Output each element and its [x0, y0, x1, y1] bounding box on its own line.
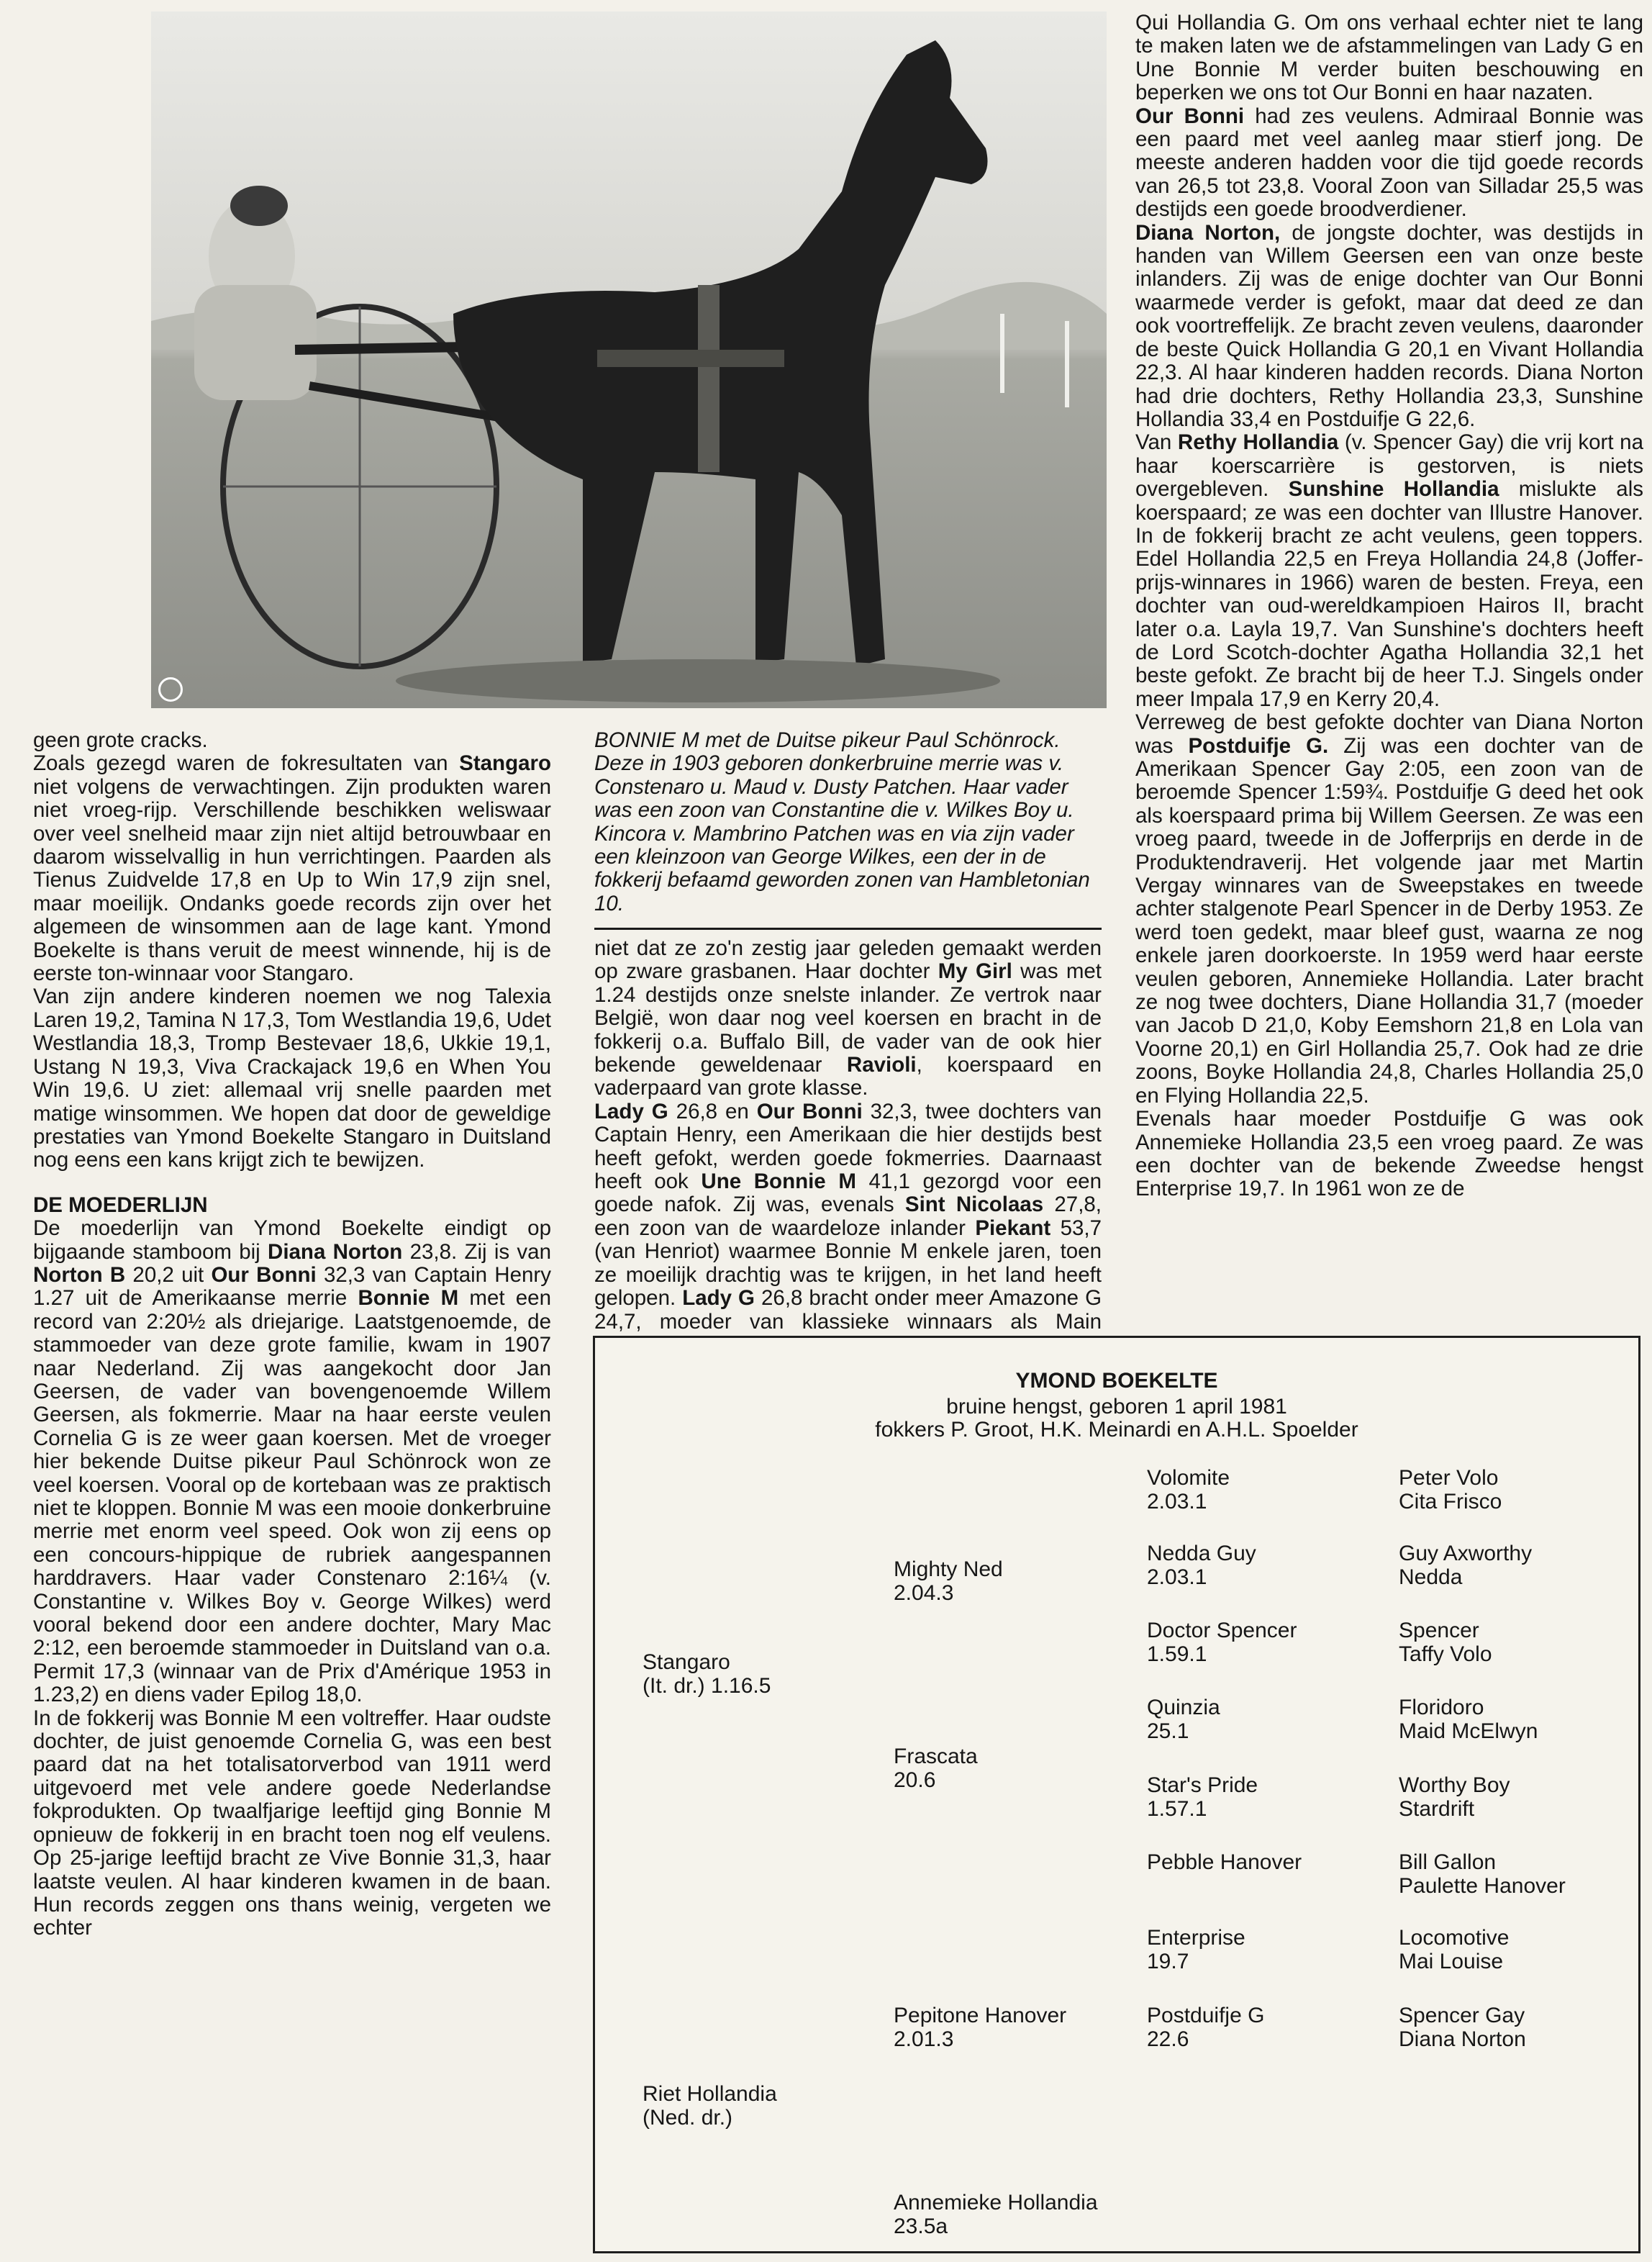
- paragraph: Lady G 26,8 en Our Bonni 32,3, twee dochters van Captain Henry, een Amerikaan die hier destijds best heeft gefokt, werden goede fokmerries. Daarnaast heeft ook Une Bonnie M 41,1 gezorgd voor een goede nafok. Zij was, evenals Sint Nicolaas 27,8, een zoon van de waardeloze inlander Piekant 53,7 (van Henriot) waarmee Bonnie M enkele jaren, toen ze moeilijk drachtig was te krijgen, in het land heeft gelopen. Lady G 26,8 bracht onder meer Amazone G 24,7, moeder van klassieke winnaars als Main: [594, 1099, 1102, 1334]
- paragraph: Our Bonni had zes veulens. Admiraal Bonnie was een paard met veel aanleg maar stierf jong. De meeste anderen hadden voor die tijd goede records van 26,5 tot 23,8. Vooral Zoon van Silladar 25,5 was destijds een goede broodverdiener.: [1135, 104, 1643, 222]
- pedigree-gen4: Worthy Boy Stardrift: [1399, 1773, 1510, 1821]
- pedigree-gen3: Quinzia 25.1: [1147, 1696, 1220, 1743]
- pedigree-title: YMOND BOEKELTE: [1015, 1369, 1218, 1393]
- paragraph: De moederlijn van Ymond Boekelte eindigt op bijgaande stamboom bij Diana Norton 23,8. Zij is van Norton B 20,2 uit Our Bonni 32,3 van Captain Henry 1.27 uit de Amerikaanse merrie Bonnie M met een record van 2:20½ als driejarige. Laatstgenoemde, de stammoeder van deze grote familie, kwam in 1907 naar Nederland. Zij was aangekocht door Jan Geersen, de vader van bovengenoemde Willem Geersen, als fokmerrie. Maar na haar eerste veulen Cornelia G is ze weer gaan koersen. Met de vroeger hier bekende Duitse pikeur Paul Schönrock won ze veel koersen. Vooral op de kortebaan was ze praktisch niet te kloppen. Bonnie M was een mooie donkerbruine merrie met enorm veel speed. Ook won zij eens op een concours-hippique de rubriek aangespannen harddravers. Haar vader Constenaro 2:16¼ (v. Constantine v. Wilkes Boy v. George Wilkes) werd vooral bekend door een andere dochter, Mary Mac 2:12, een beroemde stammoeder in Duitsland van o.a. Permit 17,3 (winnaar van de Prix d'Amérique 1953 in 1.23,2) en diens vader Epilog 18,0.: [33, 1216, 551, 1707]
- right-column: [1135, 12, 1643, 1201]
- pedigree-gen4: Spencer Taffy Volo: [1399, 1619, 1492, 1666]
- pedigree-gen3: Volomite 2.03.1: [1147, 1466, 1230, 1514]
- pedigree-gen2: Frascata 20.6: [894, 1745, 978, 1792]
- left-column: [33, 729, 551, 1940]
- pedigree-gen2: Mighty Ned 2.04.3: [894, 1557, 1003, 1605]
- horse-photo-drawing: [151, 12, 1107, 708]
- pedigree-box: [593, 1336, 1640, 2253]
- pedigree-gen3: Nedda Guy 2.03.1: [1147, 1542, 1256, 1589]
- pedigree-gen2: Annemieke Hollandia 23.5a: [894, 2191, 1098, 2238]
- paragraph: Verreweg de best gefokte dochter van Diana Norton was Postduifje G. Zij was een dochter van de Amerikaan Spencer Gay 2:05, een zoon van de beroemde Spencer 1:59¾. Postduifje G deed het ook als koerspaard prima bij Willem Geersen. Ze was een vroeg paard, tweede in de Jofferprijs en derde in de Produktendraverij. Het volgende jaar met Martin Vergay winnares van de Sweepstakes en tweede achter stalgenote Pearl Spencer in de Derby 1953. Ze werd toen gedekt, maar bleef gust, waarna ze nog enkele jaren doorkoerste. In 1959 werd haar eerste veulen geboren, Annemieke Hollandia. Later bracht ze nog twee dochters, Diane Hollandia 31,7 (moeder van Jacob D 21,0, Koby Eemshorn 21,8 en Lola van Voorne 20,1) en Girl Hollandia 25,7. Ook had ze drie zoons, Boyke Hollandia 24,8, Charles Hollandia 25,0 en Flying Hollandia 22,5.: [1135, 710, 1643, 1108]
- paragraph: geen grote cracks.: [33, 728, 208, 752]
- paragraph: Evenals haar moeder Postduifje G was ook Annemieke Hollandia 23,5 een vroeg paard. Ze was een dochter van de bekende Zweedse hengst Enterprise 19,7. In 1961 won ze de: [1135, 1107, 1643, 1201]
- pedigree-gen4: Bill Gallon Paulette Hanover: [1399, 1850, 1566, 1898]
- pedigree-sire: Stangaro (It. dr.) 1.16.5: [643, 1650, 771, 1698]
- pedigree-dam: Riet Hollandia (Ned. dr.): [643, 2082, 777, 2130]
- paragraph: Van zijn andere kinderen noemen we nog Talexia Laren 19,2, Tamina N 17,3, Tom Westlandia 19,6, Udet Westlandia 18,3, Tromp Bestevaer 18,6, Ukkie 19,1, Ustang N 19,3, Viva Crackajack 19,6 en When You Win 19,6. U ziet: allemaal vrij snelle paarden met matige winsommen. We hopen dat door de geweldige prestaties van Ymond Boekelte Stangaro in Duitsland nog eens een kans krijgt zich te bewijzen.: [33, 985, 551, 1172]
- pedigree-gen4: Locomotive Mai Louise: [1399, 1926, 1510, 1973]
- paragraph: Diana Norton, de jongste dochter, was destijds in handen van Willem Geersen een van onze beste inlanders. Zij was de enige dochter van Our Bonni waarmede verder is gefokt, maar dat deed ze dan ook voortreffelijk. Ze bracht zeven veulens, daaronder de beste Quick Hollandia G 20,1 en Vivant Hollandia 22,3. Al haar kinderen hadden records. Diana Norton had drie dochters, Rethy Hollandia 23,3, Sunshine Hollandia 33,4 en Postduifje G 22,6.: [1135, 220, 1643, 431]
- pedigree-gen4: Guy Axworthy Nedda: [1399, 1542, 1533, 1589]
- pedigree-gen4: Peter Volo Cita Frisco: [1399, 1466, 1502, 1514]
- pedigree-gen2: Pepitone Hanover 2.01.3: [894, 2004, 1067, 2051]
- section-heading: DE MOEDERLIJN: [33, 1193, 208, 1217]
- pedigree-gen3: Enterprise 19.7: [1147, 1926, 1245, 1973]
- pedigree-gen4: Spencer Gay Diana Norton: [1399, 2004, 1526, 2051]
- middle-column: [594, 937, 1102, 1357]
- paragraph: In de fokkerij was Bonnie M een voltreffer. Haar oudste dochter, de juist genoemde Cornelia G, was een best paard dat na het totalisatorverbod van 1911 werd uitgevoerd met vele andere goede Nederlandse fokprodukten. Op twaalfjarige leeftijd ging Bonnie M opnieuw de fokkerij in en bracht toen nog elf veulens. Op 25-jarige leeftijd bracht ze Vive Bonnie 31,3, haar laatste veulen. Al haar kinderen kwamen in de baan. Hun records zeggen ons thans weinig, vergeten we echter: [33, 1706, 551, 1940]
- divider: [594, 928, 1102, 930]
- pedigree-breeders: fokkers P. Groot, H.K. Meinardi en A.H.L. Spoelder: [875, 1418, 1358, 1442]
- pedigree-gen4: Floridoro Maid McElwyn: [1399, 1696, 1538, 1743]
- pedigree-gen3: Doctor Spencer 1.59.1: [1147, 1619, 1297, 1666]
- paragraph: Zoals gezegd waren de fokresultaten van Stangaro niet volgens de verwachtingen. Zijn produkten waren niet vroeg-rijp. Verschillende beschikken weliswaar over veel snelheid maar zijn niet altijd betrouwbaar en daarom wisselvallig in hun verrichtingen. Paarden als Tienus Zuidvelde 17,8 en Up to Win 17,9 zijn snel, maar moeilijk. Ondanks goede records zijn over het algemeen de winsommen aan de lage kant. Ymond Boekelte is thans veruit de meest winnende, hij is de eerste ton-winnaar voor Stangaro.: [33, 751, 551, 986]
- paragraph: Qui Hollandia G. Om ons verhaal echter niet te lang te maken laten we de afstammelingen van Lady G en Une Bonnie M verder buiten beschouwing en beperken we ons tot Our Bonni en haar nazaten.: [1135, 11, 1643, 105]
- pedigree-gen3: Postduifje G 22.6: [1147, 2004, 1265, 2051]
- paragraph: niet dat ze zo'n zestig jaar geleden gemaakt werden op zware grasbanen. Haar dochter My Girl was met 1.24 destijds onze snelste inlander. Ze vertrok naar België, won daar nog veel koersen en bracht in de fokkerij o.a. Buffalo Bill, de vader van de ook hier bekende geweldenaar Ravioli, koerspaard en vaderpaard van grote klasse.: [594, 936, 1102, 1100]
- horse-photo: [151, 12, 1107, 708]
- pedigree-gen3: Pebble Hanover: [1147, 1850, 1302, 1874]
- paragraph: Van Rethy Hollandia (v. Spencer Gay) die vrij kort na haar koerscarrière is gestorven, is niets overgebleven. Sunshine Hollandia mislukte als koerspaard; ze was een dochter van Illustre Hanover. In de fokkerij bracht ze acht veulens, geen toppers. Edel Hollandia 22,5 en Freya Hollandia 24,8 (Joffer-prijs-winnares in 1966) waren de besten. Freya, een dochter van oud-wereldkampioen Hairos II, bracht later o.a. Layla 19,7. Van Sunshine's dochters heeft de Lord Scotch-dochter Agatha Hollandia 32,1 het beste gefokt. Ze bracht bij de heer T.J. Singels onder meer Impala 17,9 en Kerry 20,4.: [1135, 430, 1643, 711]
- copyright-logo: [158, 677, 183, 702]
- pedigree-gen3: Star's Pride 1.57.1: [1147, 1773, 1258, 1821]
- photo-caption: BONNIE M met de Duitse pikeur Paul Schönrock. Deze in 1903 geboren donkerbruine merrie was v. Constenaro u. Maud v. Dusty Patchen. Haar vader was een zoon van Constantine die v. Wilkes Boy u. Kincora v. Mambrino Patchen was en via zijn vader een kleinzoon van George Wilkes, een der in de fokkerij befaamd geworden zonen van Hambletonian 10.: [594, 728, 1090, 915]
- pedigree-subtitle: bruine hengst, geboren 1 april 1981: [946, 1395, 1287, 1419]
